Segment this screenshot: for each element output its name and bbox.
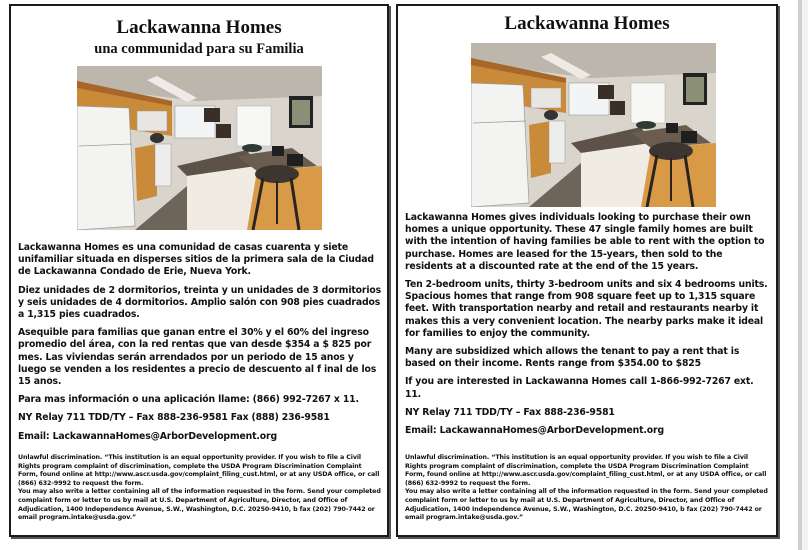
- english-flyer: [396, 4, 778, 537]
- kitchen-photo: [471, 43, 716, 207]
- description-paragraph: Lackawanna Homes gives individuals looking to purchase their own homes a unique opportunity. These 47 single family homes are built with the intention of having families be able to rent with the option to purchase. Homes are leased for the 15-years, then sold to the residents at a discounted rate at the end of the 15 years.: [405, 212, 765, 272]
- units-paragraph: Ten 2-bedroom units, thirty 3-bedroom units and six 4 bedrooms units. Spacious homes that range from 908 square feet up to 1,315 square feet. With transportation nearby and retail and restaurants nearby it makes this a very convenient location. The nearby parks make it ideal for families to enjoy the community.: [405, 279, 768, 339]
- units-paragraph: Diez unidades de 2 dormitorios, treinta y un unidades de 3 dormitorios y seis unidades de 4 dormitorios. Amplio salón con 908 pies cuadrados a 1,315 pies cuadrados.: [18, 284, 382, 321]
- rent-paragraph: Many are subsidized which allows the tenant to pay a rent that is based on their income. Rents range from $354.00 to $825: [405, 346, 740, 370]
- description-paragraph: Lackawanna Homes es una comunidad de casas cuarenta y siete unifamiliar situada en disperses sitios de la primera sala de la Ciudad de Lackawanna Condado de Erie, Nueva York.: [18, 242, 374, 278]
- flyer-title: Lackawanna Homes: [116, 17, 282, 38]
- email-info: Email: LackawannaHomes@ArborDevelopment.org: [18, 430, 277, 442]
- disclaimer-paragraph: Unlawful discrimination. “This institution is an equal opportunity provider. If you wish to file a Civil Rights program complaint of discrimination, complete the USDA Program Discrimination Complaint Form, found online at http://www.ascr.usda.gov/complaint_filing_cust.html, or at any USDA office, or call (866) 632-9992 to request the form.: [405, 454, 767, 487]
- spanish-flyer: [9, 4, 389, 537]
- flyer-body: [405, 212, 770, 443]
- flyer-title: Lackawanna Homes: [504, 13, 670, 34]
- viewer-edge: [802, 0, 808, 550]
- disclaimer-paragraph: You may also write a letter containing all of the information requested in the form. Send your completed complaint form or letter to us by mail at U.S. Department of Agriculture, Director, and Office of Adjudication, 1400 Independence Avenue, S.W., Washington, D.C. 20250-9410, b fax (202) 790-7442 or email program.intake@usda.gov.”: [18, 488, 381, 522]
- disclaimer-paragraph: Unlawful discrimination. “This institution is an equal opportunity provider. If you wish to file a Civil Rights program complaint of discrimination, complete the USDA Program Discrimination Complaint Form, found online at http://www.ascr.usda.gov/complaint_filing_cust.html, or at any USDA office, or call (866) 632-9992 to request the form.: [18, 454, 380, 487]
- disclaimer-paragraph: You may also write a letter containing all of the information requested in the form. Send your completed complaint form or letter to us by mail at U.S. Department of Agriculture, Director, and Office of Adjudication, 1400 Independence Avenue, S.W., Washington, D.C. 20250-9410, b fax (202) 790-7442 or email program.intake@usda.gov.”: [405, 488, 768, 522]
- flyer-body: [18, 242, 381, 449]
- relay-fax-info: NY Relay 711 TDD/TY – Fax 888-236-9581: [405, 406, 615, 418]
- kitchen-photo: [77, 66, 322, 230]
- disclaimer: [405, 454, 770, 523]
- disclaimer: [18, 454, 381, 523]
- phone-info: Para mas información o una aplicación llame: (866) 992-7267 x 11.: [18, 394, 359, 406]
- flyer-subtitle: una communidad para su Familia: [94, 41, 304, 57]
- email-info: Email: LackawannaHomes@ArborDevelopment.org: [405, 425, 664, 437]
- phone-info: If you are interested in Lackawanna Homes call 1-866-992-7267 ext. 11.: [405, 376, 754, 400]
- rent-paragraph: Asequible para familias que ganan entre el 30% y el 60% del ingreso promedio del área, con la red rentas que van desde $354 a $ 825 por mes. Las viviendas serán arrendados por un periodo de 15 anos y luego se venden a los residentes a precio de descuento al f inal de los 15 anos.: [18, 327, 377, 388]
- relay-fax-info: NY Relay 711 TDD/TY – Fax 888-236-9581 Fax (888) 236-9581: [18, 412, 330, 424]
